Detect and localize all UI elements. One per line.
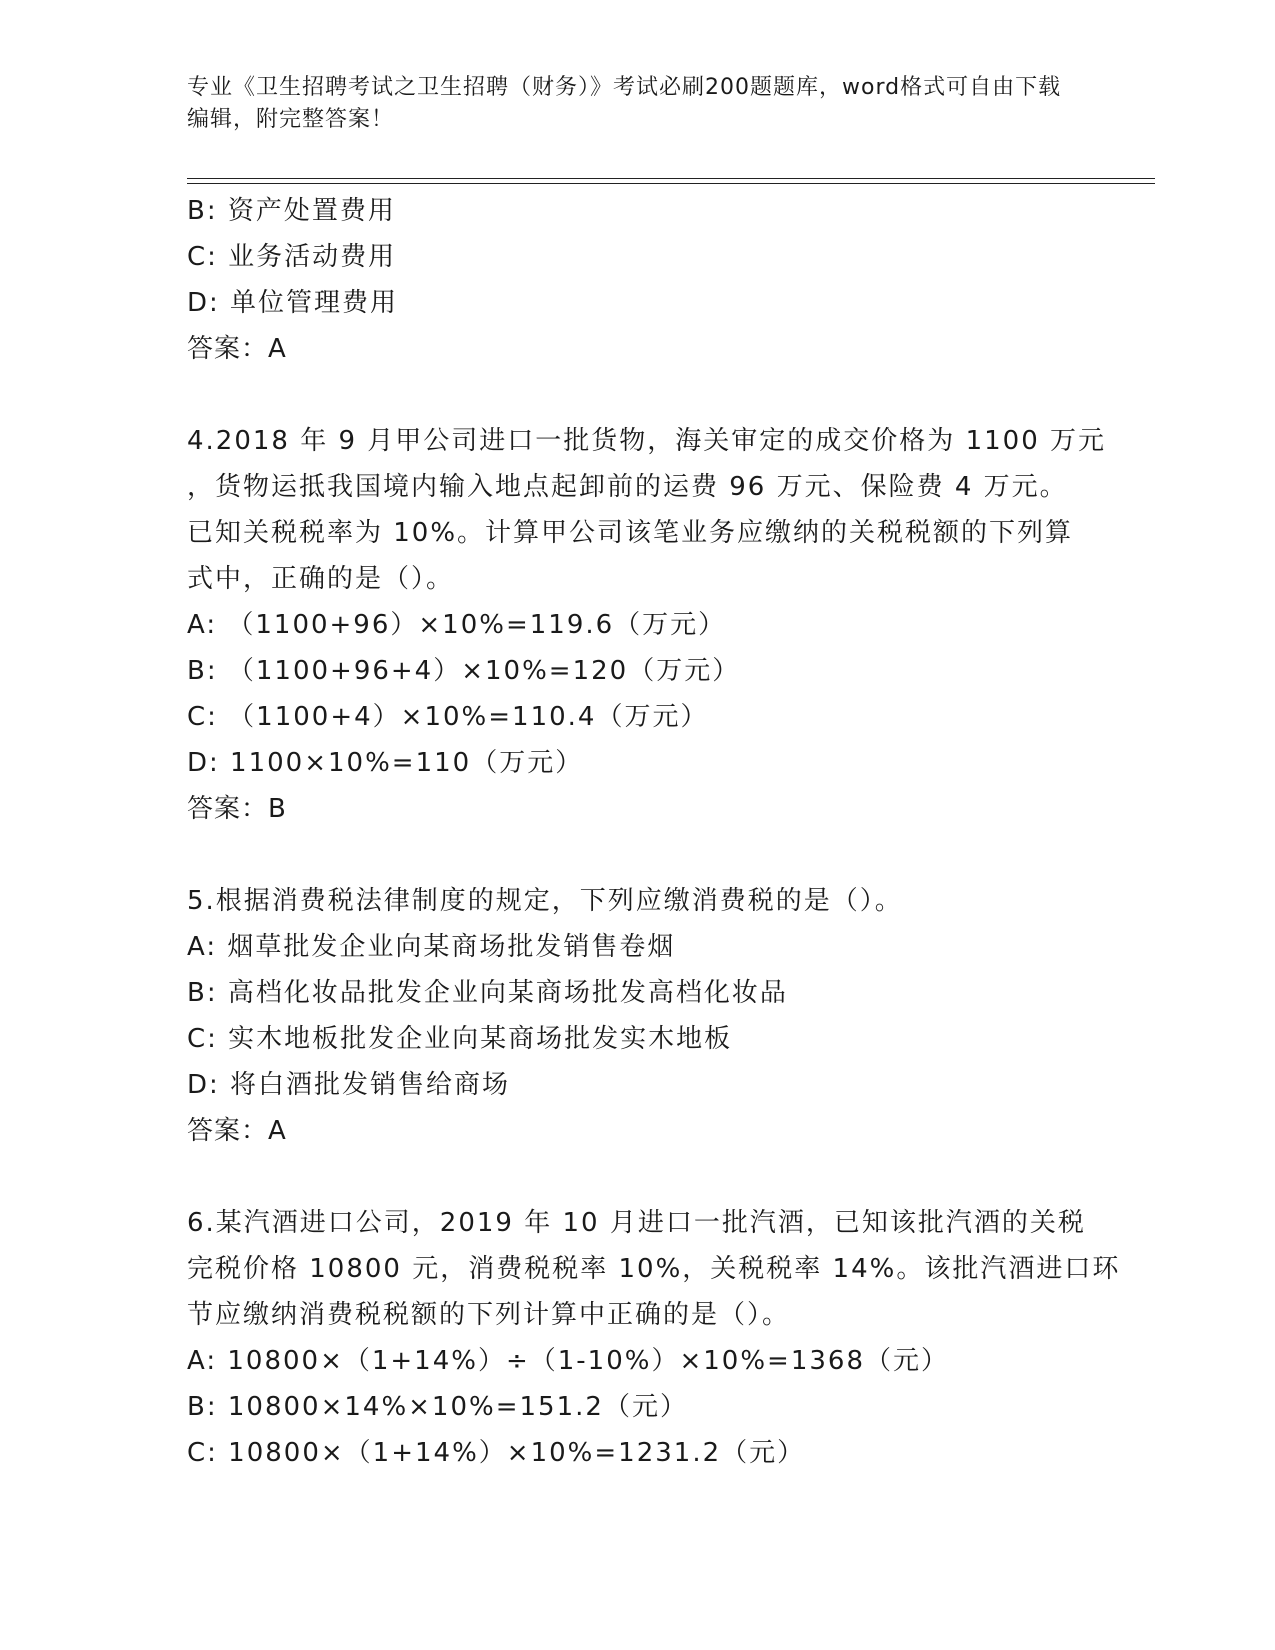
question-text-line: 5.根据消费税法律制度的规定，下列应缴消费税的是（）。: [187, 886, 903, 916]
question-text-line: 节应缴纳消费税税额的下列计算中正确的是（）。: [187, 1300, 791, 1330]
question-content: [187, 188, 1121, 1476]
option-a: A: 10800×（1+14%）÷（1-10%）×10%=1368（元）: [187, 1346, 949, 1376]
question-6: [187, 1200, 1121, 1476]
spacer: [187, 1154, 1087, 1200]
question-text-line: 完税价格 10800 元，消费税税率 10%，关税税率 14%。该批汽酒进口环: [187, 1254, 1121, 1284]
option-d: D: 将白酒批发销售给商场: [187, 1070, 511, 1100]
question-text-line: 6.某汽酒进口公司，2019 年 10 月进口一批汽酒，已知该批汽酒的关税: [187, 1208, 1086, 1238]
answer-line: 答案：B: [187, 794, 287, 824]
continued-question: [187, 188, 1087, 372]
option-b: B: 高档化妆品批发企业向某商场批发高档化妆品: [187, 978, 788, 1008]
answer-line: 答案：A: [187, 1116, 287, 1146]
header-divider-bottom: [187, 183, 1155, 184]
option-b: B: （1100+96+4）×10%=120（万元）: [187, 656, 741, 686]
option-d: D: 1100×10%=110（万元）: [187, 748, 584, 778]
option-c: C: 业务活动费用: [187, 242, 397, 272]
option-d: D: 单位管理费用: [187, 288, 399, 318]
option-b: B: 10800×14%×10%=151.2（元）: [187, 1392, 688, 1422]
question-5: [187, 878, 1087, 1154]
question-4: [187, 418, 1107, 832]
answer-line: 答案：A: [187, 334, 287, 364]
question-text-line: ，货物运抵我国境内输入地点起卸前的运费 96 万元、保险费 4 万元。: [187, 472, 1068, 502]
question-text-line: 4.2018 年 9 月甲公司进口一批货物，海关审定的成交价格为 1100 万元: [187, 426, 1107, 456]
question-text-line: 已知关税税率为 10%。计算甲公司该笔业务应缴纳的关税税额的下列算: [187, 518, 1074, 548]
option-a: A: 烟草批发企业向某商场批发销售卷烟: [187, 932, 676, 962]
option-c: C: 10800×（1+14%）×10%=1231.2（元）: [187, 1438, 806, 1468]
header-divider-top: [187, 178, 1155, 179]
spacer: [187, 832, 1087, 878]
question-text-line: 式中，正确的是（）。: [187, 564, 455, 594]
option-b: B: 资产处置费用: [187, 196, 396, 226]
option-c: C: 实木地板批发企业向某商场批发实木地板: [187, 1024, 733, 1054]
page-header: 专业《卫生招聘考试之卫生招聘（财务）》考试必刷200题题库，word格式可自由下载编辑，附完整答案！: [187, 75, 1062, 132]
option-c: C: （1100+4）×10%=110.4（万元）: [187, 702, 709, 732]
spacer: [187, 372, 1087, 418]
option-a: A: （1100+96）×10%=119.6（万元）: [187, 610, 727, 640]
